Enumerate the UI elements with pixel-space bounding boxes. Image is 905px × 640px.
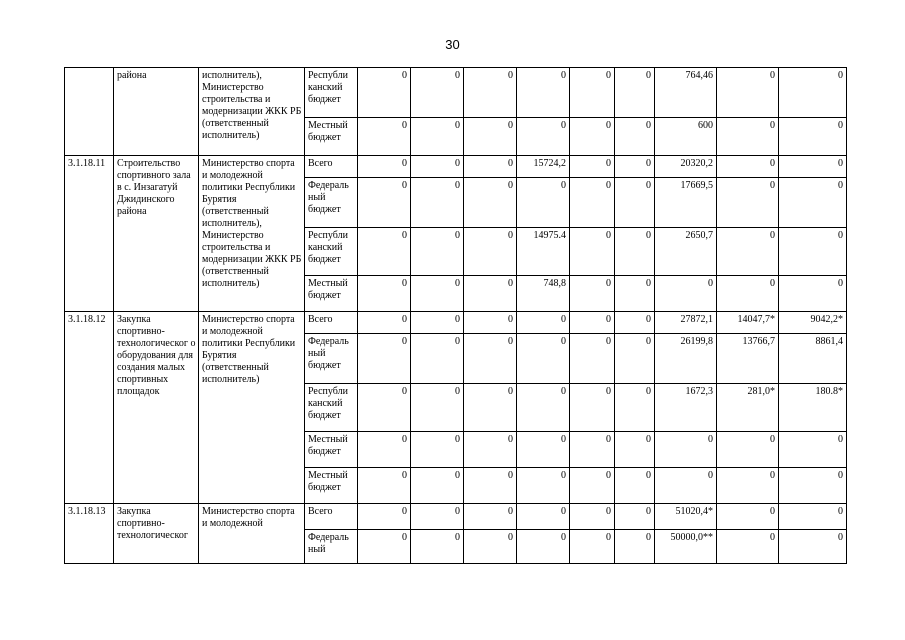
amount-cell: 0: [779, 68, 847, 118]
amount-cell: 0: [464, 384, 517, 432]
amount-cell: 0: [517, 118, 570, 156]
amount-cell: 13766,7: [717, 334, 779, 384]
amount-cell: 0: [411, 468, 464, 504]
amount-cell: 0: [358, 504, 411, 530]
executor-cell: Министерство спорта и молодежной политики Республики Бурятия (ответственный исполнитель), Министерство строительства и модернизации ЖКК РБ (ответственный исполнитель): [199, 156, 305, 312]
item-code-cell: 3.1.18.12: [65, 312, 114, 504]
amount-cell: 0: [615, 530, 655, 564]
amount-cell: 0: [517, 178, 570, 228]
funding-source-cell: Местный бюджет: [305, 118, 358, 156]
amount-cell: 0: [411, 384, 464, 432]
amount-cell: 2650,7: [655, 228, 717, 276]
amount-cell: 0: [615, 312, 655, 334]
amount-cell: 0: [464, 312, 517, 334]
amount-cell: 0: [517, 504, 570, 530]
amount-cell: 0: [411, 530, 464, 564]
item-name-cell: Закупка спортивно-технологическог о оборудования для создания малых спортивных площадок: [114, 312, 199, 504]
amount-cell: 0: [655, 276, 717, 312]
amount-cell: 0: [570, 156, 615, 178]
amount-cell: 0: [358, 118, 411, 156]
amount-cell: 0: [570, 432, 615, 468]
funding-source-cell: Федераль ный бюджет: [305, 334, 358, 384]
amount-cell: 0: [779, 432, 847, 468]
amount-cell: 0: [655, 432, 717, 468]
amount-cell: 0: [464, 118, 517, 156]
amount-cell: 0: [464, 432, 517, 468]
executor-cell: Министерство спорта и молодежной политики Республики Бурятия (ответственный исполнитель): [199, 312, 305, 504]
amount-cell: 0: [779, 468, 847, 504]
amount-cell: 0: [615, 68, 655, 118]
amount-cell: 281,0*: [717, 384, 779, 432]
amount-cell: 0: [779, 156, 847, 178]
amount-cell: 0: [464, 504, 517, 530]
amount-cell: 27872,1: [655, 312, 717, 334]
amount-cell: 0: [717, 468, 779, 504]
amount-cell: 0: [615, 276, 655, 312]
amount-cell: 0: [411, 276, 464, 312]
amount-cell: 0: [517, 468, 570, 504]
executor-cell: исполнитель), Министерство строительства и модернизации ЖКК РБ (ответственный исполнитель): [199, 68, 305, 156]
funding-source-cell: Федераль ный: [305, 530, 358, 564]
amount-cell: 0: [358, 334, 411, 384]
funding-source-cell: Республи канский бюджет: [305, 228, 358, 276]
amount-cell: 0: [411, 504, 464, 530]
item-code-cell: [65, 68, 114, 156]
funding-source-cell: Всего: [305, 504, 358, 530]
item-name-cell: района: [114, 68, 199, 156]
amount-cell: 0: [717, 68, 779, 118]
amount-cell: 0: [615, 178, 655, 228]
amount-cell: 15724,2: [517, 156, 570, 178]
amount-cell: 600: [655, 118, 717, 156]
amount-cell: 0: [358, 468, 411, 504]
amount-cell: 0: [615, 432, 655, 468]
amount-cell: 0: [464, 530, 517, 564]
amount-cell: 0: [570, 504, 615, 530]
item-name-cell: Закупка спортивно-технологическог: [114, 504, 199, 564]
amount-cell: 0: [411, 68, 464, 118]
amount-cell: 0: [411, 156, 464, 178]
amount-cell: 0: [464, 178, 517, 228]
amount-cell: 0: [615, 118, 655, 156]
amount-cell: 0: [570, 68, 615, 118]
amount-cell: 0: [615, 228, 655, 276]
amount-cell: 748,8: [517, 276, 570, 312]
amount-cell: 0: [570, 384, 615, 432]
amount-cell: 0: [517, 530, 570, 564]
table-row: [65, 504, 847, 530]
amount-cell: 0: [358, 228, 411, 276]
amount-cell: 0: [464, 68, 517, 118]
amount-cell: 0: [717, 504, 779, 530]
amount-cell: 0: [517, 68, 570, 118]
executor-cell: Министерство спорта и молодежной: [199, 504, 305, 564]
page-number: 30: [445, 37, 460, 52]
amount-cell: 0: [411, 312, 464, 334]
budget-table: [64, 67, 847, 564]
amount-cell: 0: [570, 178, 615, 228]
funding-source-cell: Всего: [305, 312, 358, 334]
amount-cell: 0: [411, 432, 464, 468]
amount-cell: 0: [615, 384, 655, 432]
table-row: [65, 68, 847, 118]
amount-cell: 0: [717, 432, 779, 468]
amount-cell: 0: [779, 530, 847, 564]
amount-cell: 0: [358, 156, 411, 178]
amount-cell: 0: [717, 178, 779, 228]
amount-cell: 0: [779, 178, 847, 228]
amount-cell: 26199,8: [655, 334, 717, 384]
amount-cell: 14975.4: [517, 228, 570, 276]
funding-source-cell: Местный бюджет: [305, 468, 358, 504]
amount-cell: 0: [570, 468, 615, 504]
amount-cell: 0: [717, 530, 779, 564]
amount-cell: 0: [570, 118, 615, 156]
amount-cell: 0: [570, 530, 615, 564]
funding-source-cell: Федераль ный бюджет: [305, 178, 358, 228]
amount-cell: 0: [717, 118, 779, 156]
amount-cell: 180.8*: [779, 384, 847, 432]
amount-cell: 0: [358, 530, 411, 564]
amount-cell: 17669,5: [655, 178, 717, 228]
amount-cell: 0: [411, 334, 464, 384]
amount-cell: 0: [358, 276, 411, 312]
funding-source-cell: Местный бюджет: [305, 432, 358, 468]
amount-cell: 0: [570, 228, 615, 276]
amount-cell: 0: [517, 432, 570, 468]
amount-cell: 0: [615, 468, 655, 504]
amount-cell: 0: [615, 504, 655, 530]
amount-cell: 0: [411, 178, 464, 228]
amount-cell: 764,46: [655, 68, 717, 118]
amount-cell: 0: [411, 118, 464, 156]
amount-cell: 0: [570, 334, 615, 384]
amount-cell: 0: [358, 432, 411, 468]
amount-cell: 8861,4: [779, 334, 847, 384]
funding-source-cell: Местный бюджет: [305, 276, 358, 312]
table-row: [65, 312, 847, 334]
amount-cell: 0: [411, 228, 464, 276]
amount-cell: 0: [464, 276, 517, 312]
amount-cell: 9042,2*: [779, 312, 847, 334]
amount-cell: 51020,4*: [655, 504, 717, 530]
amount-cell: 0: [464, 228, 517, 276]
item-code-cell: 3.1.18.11: [65, 156, 114, 312]
amount-cell: 0: [779, 276, 847, 312]
table-row: [65, 156, 847, 178]
amount-cell: 0: [464, 468, 517, 504]
amount-cell: 0: [717, 156, 779, 178]
amount-cell: 0: [655, 468, 717, 504]
amount-cell: 0: [717, 276, 779, 312]
amount-cell: 1672,3: [655, 384, 717, 432]
amount-cell: 0: [779, 228, 847, 276]
item-name-cell: Строительство спортивного зала в с. Инзагатуй Джидинского района: [114, 156, 199, 312]
amount-cell: 0: [517, 312, 570, 334]
amount-cell: 0: [358, 68, 411, 118]
amount-cell: 0: [615, 334, 655, 384]
amount-cell: 0: [358, 384, 411, 432]
amount-cell: 0: [570, 312, 615, 334]
amount-cell: 0: [517, 384, 570, 432]
amount-cell: 0: [517, 334, 570, 384]
amount-cell: 0: [779, 504, 847, 530]
amount-cell: 0: [464, 156, 517, 178]
amount-cell: 14047,7*: [717, 312, 779, 334]
amount-cell: 0: [779, 118, 847, 156]
amount-cell: 0: [464, 334, 517, 384]
funding-source-cell: Всего: [305, 156, 358, 178]
funding-source-cell: Республи канский бюджет: [305, 384, 358, 432]
amount-cell: 0: [615, 156, 655, 178]
amount-cell: 0: [358, 178, 411, 228]
item-code-cell: 3.1.18.13: [65, 504, 114, 564]
amount-cell: 0: [570, 276, 615, 312]
amount-cell: 0: [717, 228, 779, 276]
amount-cell: 50000,0**: [655, 530, 717, 564]
amount-cell: 0: [358, 312, 411, 334]
funding-source-cell: Республи канский бюджет: [305, 68, 358, 118]
amount-cell: 20320,2: [655, 156, 717, 178]
